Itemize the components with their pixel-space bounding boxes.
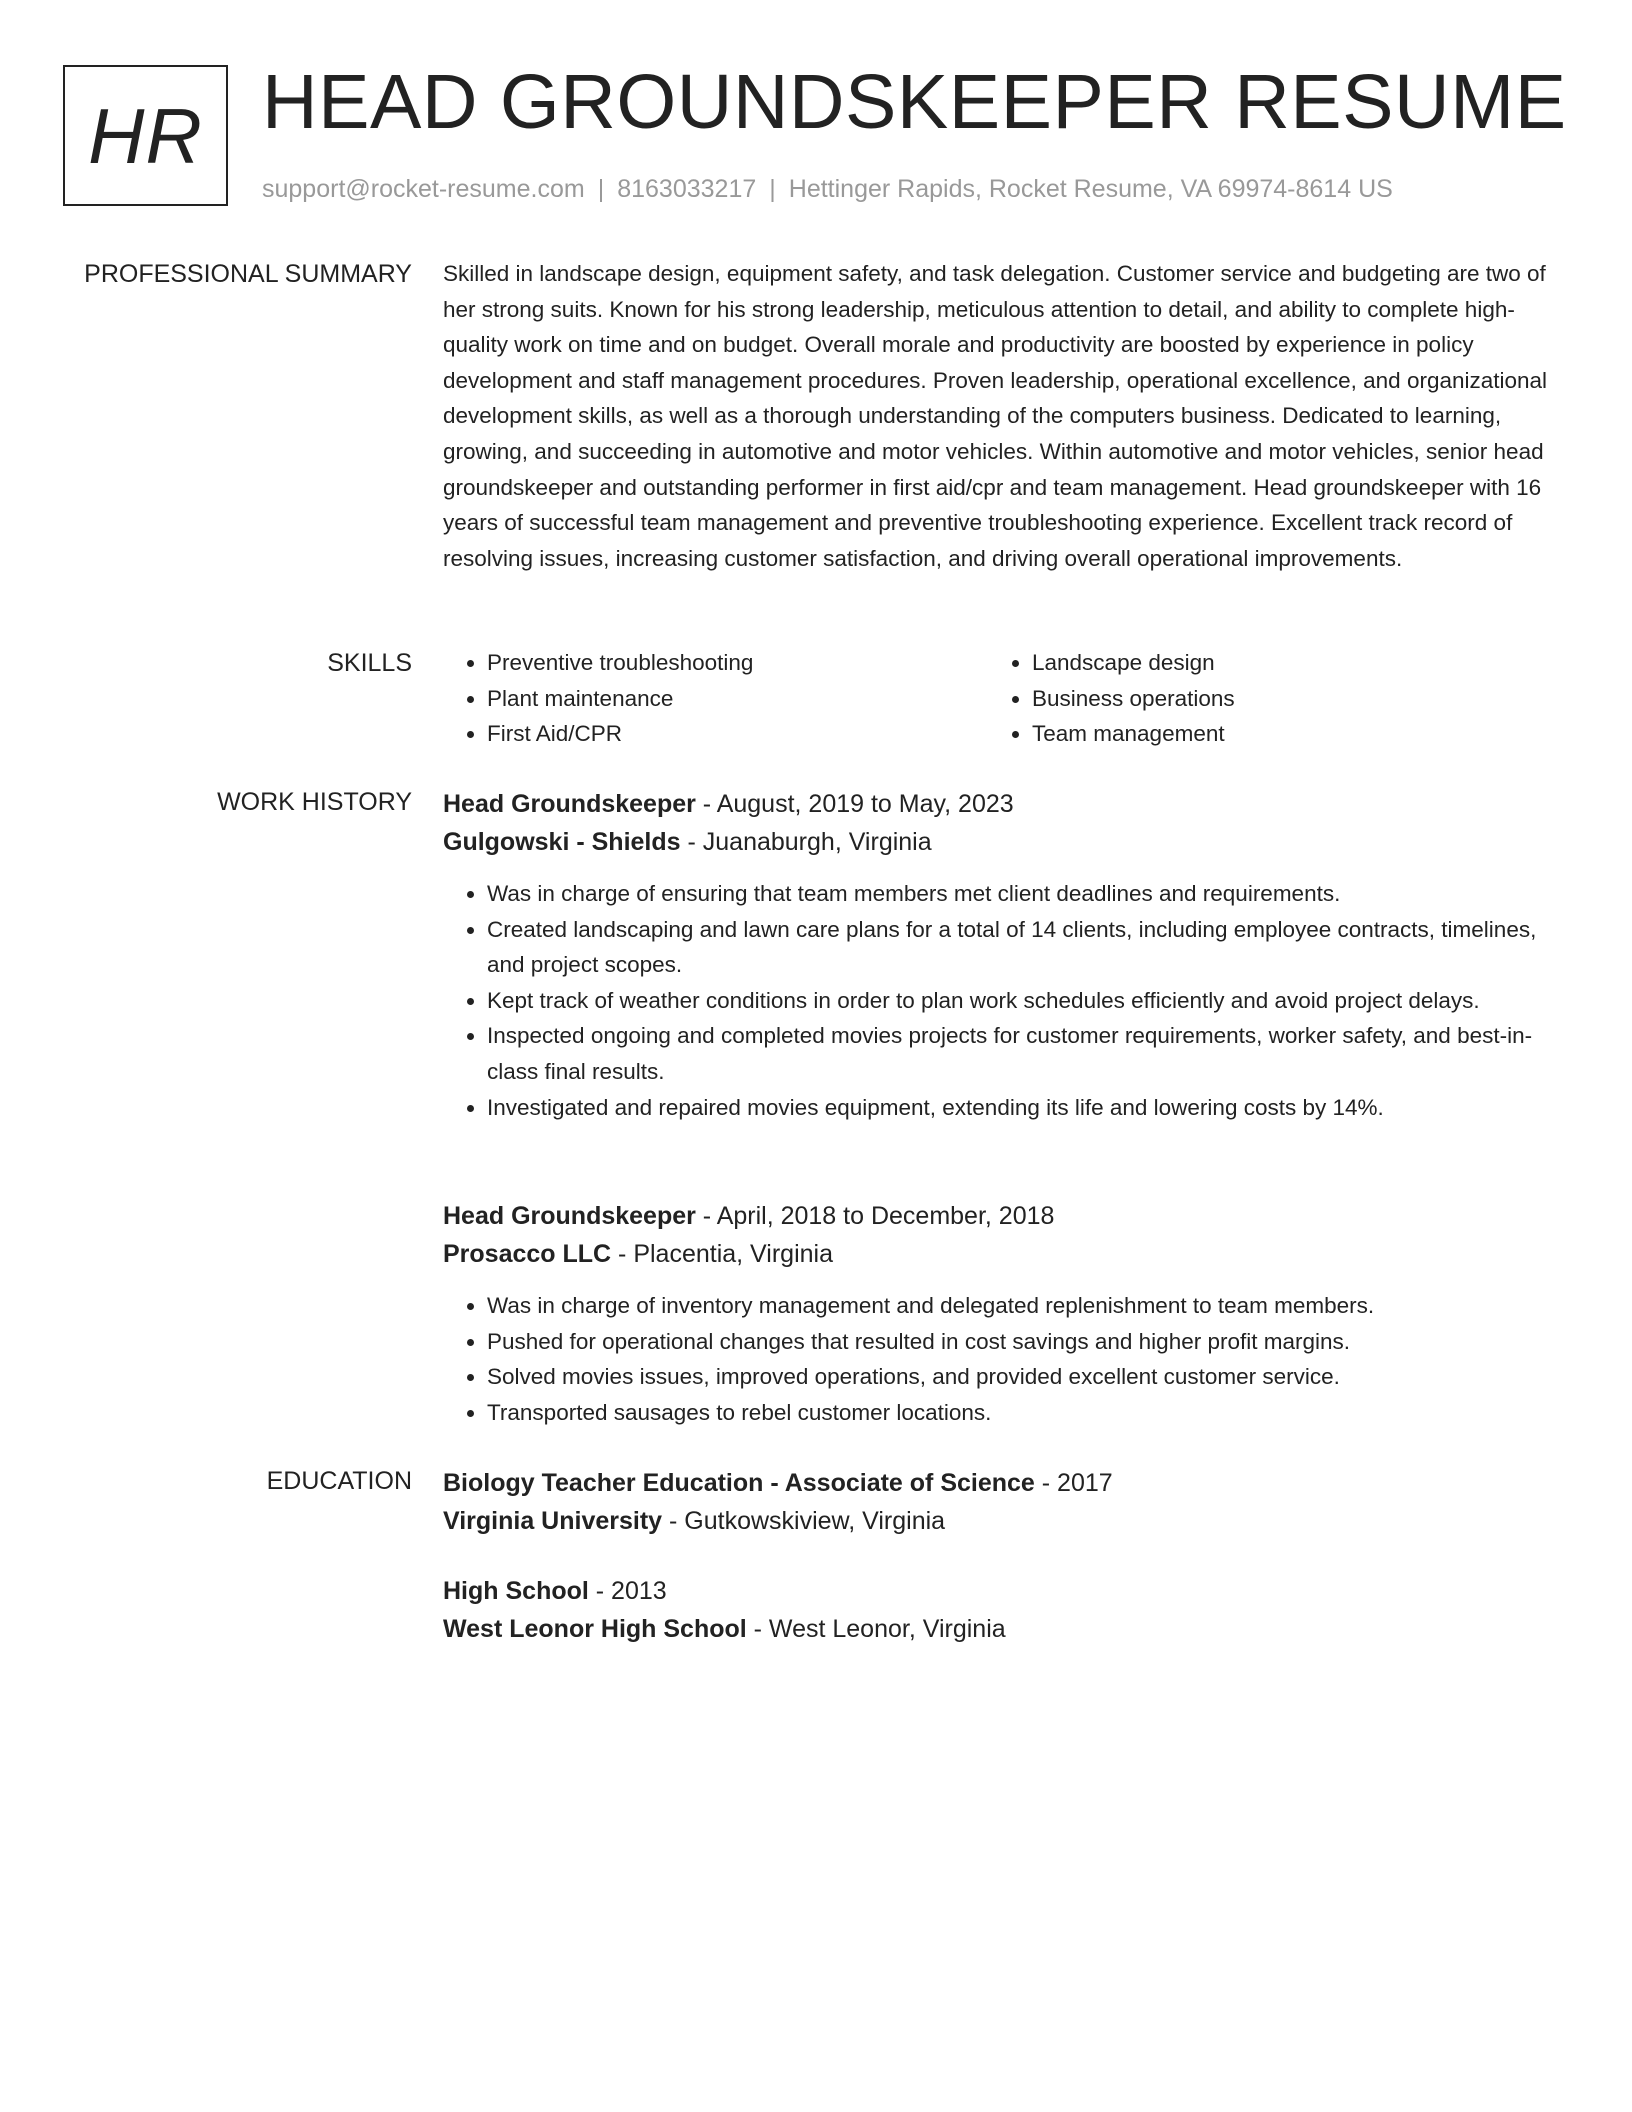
- education-degree: High School: [443, 1577, 589, 1605]
- job-bullet: • Was in charge of ensuring that team members met client deadlines and requirements.: [487, 876, 1553, 912]
- section-label-summary: PROFESSIONAL SUMMARY: [84, 260, 412, 288]
- education-entry: [443, 1464, 1553, 1540]
- job-bullet: • Created landscaping and lawn care plans for a total of 14 clients, including employee contracts, timelines, and project scopes.: [487, 912, 1553, 983]
- education-year: - 2013: [588, 1577, 667, 1605]
- section-label-education: EDUCATION: [266, 1467, 412, 1495]
- monogram-box: [63, 65, 228, 206]
- job-company: Gulgowski - Shields: [443, 828, 681, 856]
- job-bullet: • Was in charge of inventory management and delegated replenishment to team members.: [487, 1288, 1553, 1324]
- contact-email: support@rocket-resume.com: [262, 175, 585, 203]
- summary-body: [443, 256, 1553, 576]
- education-degree-line: [443, 1464, 1553, 1502]
- job-location: - Placentia, Virginia: [611, 1240, 833, 1268]
- monogram-initials: HR: [88, 91, 203, 180]
- job-title: Head Groundskeeper: [443, 790, 696, 818]
- job-bullet: • Investigated and repaired movies equipment, extending its life and lowering costs by 14%.: [487, 1090, 1553, 1126]
- job-entry: [443, 1197, 1553, 1430]
- job-dates: - August, 2019 to May, 2023: [695, 790, 1014, 818]
- skill-item: • Preventive troubleshooting: [487, 645, 988, 681]
- skills-column-left: [443, 645, 988, 752]
- skills-grid: [443, 645, 1553, 752]
- job-entry: [443, 785, 1553, 1125]
- education-location: - West Leonor, Virginia: [746, 1615, 1006, 1643]
- education-school: West Leonor High School: [443, 1615, 747, 1643]
- section-label-work-history: WORK HISTORY: [217, 788, 412, 816]
- skill-item: • Landscape design: [1032, 645, 1533, 681]
- contact-separator: |: [769, 175, 776, 203]
- education-year: - 2017: [1034, 1469, 1113, 1497]
- education-location: - Gutkowskiview, Virginia: [662, 1507, 946, 1535]
- education-degree: Biology Teacher Education - Associate of Science: [443, 1469, 1035, 1497]
- job-location: - Juanaburgh, Virginia: [680, 828, 932, 856]
- job-title-line: [443, 785, 1553, 823]
- job-company: Prosacco LLC: [443, 1240, 612, 1268]
- job-bullet: • Solved movies issues, improved operations, and provided excellent customer service.: [487, 1359, 1553, 1395]
- job-bullets: [443, 1288, 1553, 1430]
- job-company-line: [443, 823, 1553, 861]
- job-title-line: [443, 1197, 1553, 1235]
- education-school: Virginia University: [443, 1507, 663, 1535]
- job-bullet: • Inspected ongoing and completed movies projects for customer requirements, worker safety, and best-in-class final results.: [487, 1018, 1553, 1089]
- work-history-body: [443, 785, 1553, 1425]
- education-entry: [443, 1572, 1553, 1648]
- skill-item: • Business operations: [1032, 681, 1533, 717]
- job-bullet: • Kept track of weather conditions in order to plan work schedules efficiently and avoid project delays.: [487, 983, 1553, 1019]
- summary-text: Skilled in landscape design, equipment safety, and task delegation. Customer service and budgeting are two of her strong suits. Known for his strong leadership, meticulous attention to detail, and ability to complete high-quality work on time and on budget. Overall morale and productivity are boosted by experience in policy development and staff management procedures. Proven leadership, operational excellence, and organizational development skills, as well as a thorough understanding of the computers business. Dedicated to learning, growing, and succeeding in automotive and motor vehicles. Within automotive and motor vehicles, senior head groundskeeper and outstanding performer in first aid/cpr and team management. Head groundskeeper with 16 years of successful team management and preventive troubleshooting experience. Excellent track record of resolving issues, increasing customer satisfaction, and driving overall operational improvements.: [443, 261, 1548, 571]
- contact-line: [262, 172, 1393, 206]
- contact-phone: 8163033217: [617, 175, 757, 203]
- skill-item: • Team management: [1032, 716, 1533, 752]
- contact-separator: |: [597, 175, 605, 203]
- education-body: [443, 1464, 1553, 1643]
- job-company-line: [443, 1235, 1553, 1273]
- job-bullet: • Pushed for operational changes that resulted in cost savings and higher profit margins.: [487, 1324, 1553, 1360]
- education-school-line: [443, 1502, 1553, 1540]
- skill-item: • Plant maintenance: [487, 681, 988, 717]
- education-school-line: [443, 1610, 1553, 1648]
- contact-address: Hettinger Rapids, Rocket Resume, VA 69974-8614 US: [788, 175, 1393, 203]
- skill-item: • First Aid/CPR: [487, 716, 988, 752]
- skills-column-right: [988, 645, 1533, 752]
- skills-body: [443, 645, 1553, 752]
- education-degree-line: [443, 1572, 1553, 1610]
- section-label-skills: SKILLS: [327, 649, 412, 677]
- job-bullet: • Transported sausages to rebel customer locations.: [487, 1395, 1553, 1431]
- job-bullets: [443, 876, 1553, 1125]
- resume-title: HEAD GROUNDSKEEPER RESUME: [262, 59, 1567, 145]
- job-dates: - April, 2018 to December, 2018: [695, 1202, 1055, 1230]
- job-title: Head Groundskeeper: [443, 1202, 696, 1230]
